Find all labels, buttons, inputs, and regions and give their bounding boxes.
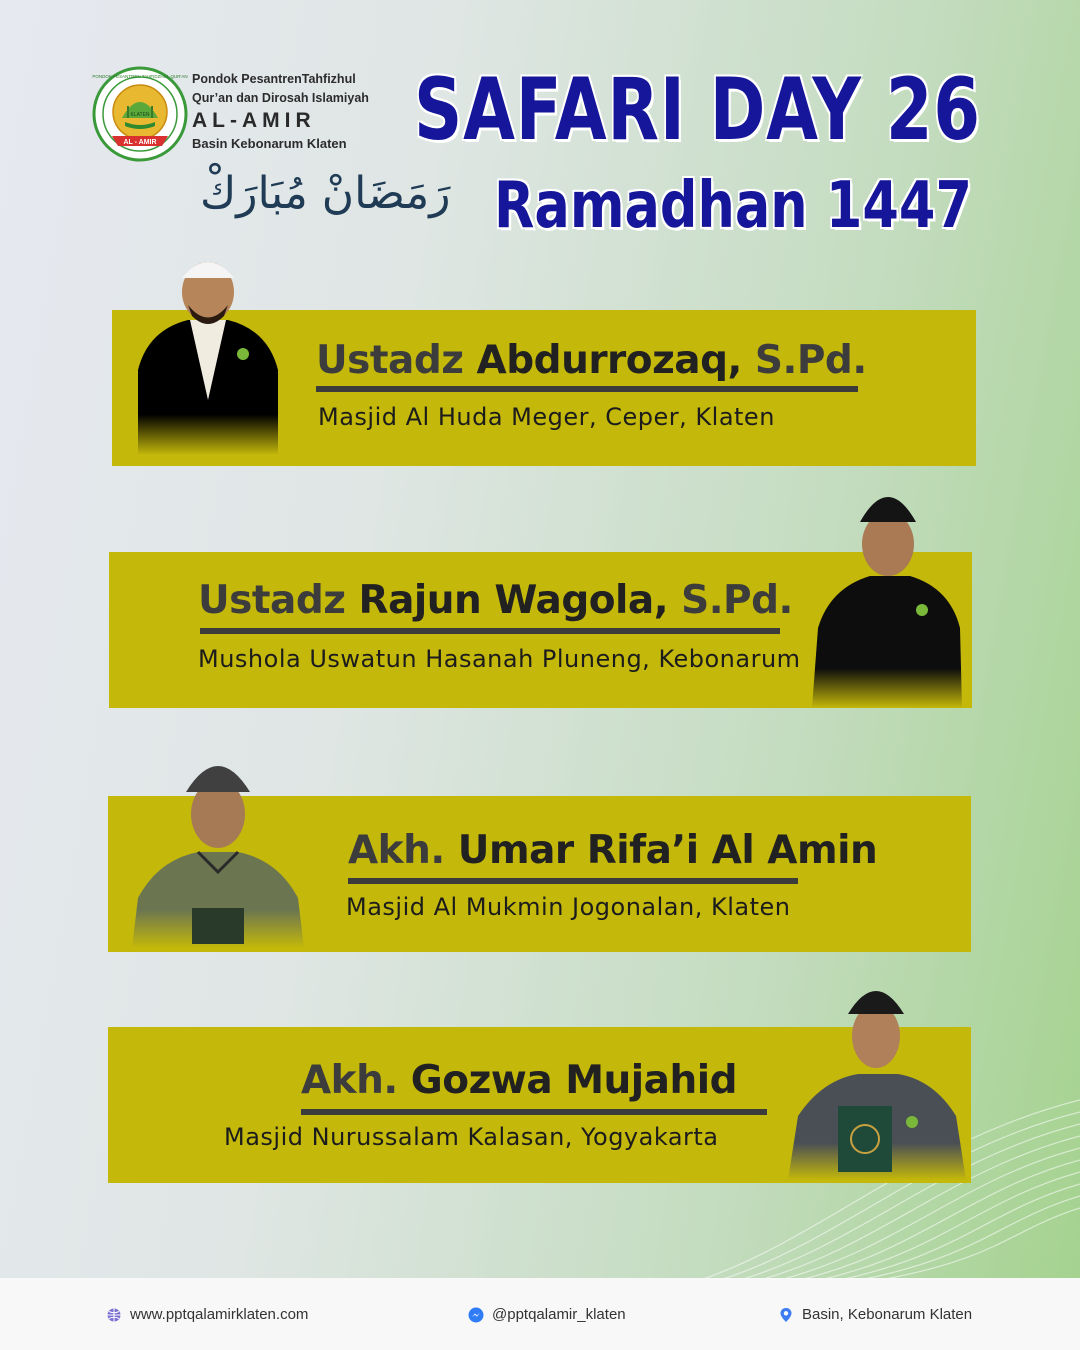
footer-address — [778, 1306, 972, 1323]
speaker-suffix: S.Pd. — [681, 578, 793, 623]
messenger-icon — [468, 1307, 484, 1323]
speaker-suffix: S.Pd. — [754, 338, 867, 383]
speaker-location-2: Mushola Uswatun Hasanah Pluneng, Kebonarum — [198, 645, 801, 673]
speaker-location-1: Masjid Al Huda Meger, Ceper, Klaten — [318, 403, 775, 431]
logo-ring-text: PONDOK PESANTREN TAHFIDZHUL QUR'AN — [92, 74, 188, 79]
page-title: SAFARI DAY 26 — [414, 60, 981, 160]
speaker-photo-4 — [782, 976, 972, 1180]
name-underline-1 — [316, 386, 858, 392]
footer-website[interactable] — [106, 1306, 308, 1323]
org-line-2: Qur’an dan Dirosah Islamiyah — [192, 91, 369, 105]
speaker-location-4: Masjid Nurussalam Kalasan, Yogyakarta — [224, 1123, 719, 1151]
al-amir-logo — [92, 66, 188, 162]
speaker-main-name: Umar Rifa’i Al Amin — [457, 828, 878, 873]
name-underline-2 — [200, 628, 780, 634]
speaker-prefix: Ustadz — [198, 578, 346, 623]
org-address: Basin Kebonarum Klaten — [192, 136, 347, 151]
speaker-main-name: Gozwa Mujahid — [410, 1058, 738, 1103]
speaker-photo-3 — [128, 748, 308, 948]
speaker-main-name: Rajun Wagola, — [358, 578, 669, 623]
speaker-prefix: Ustadz — [316, 338, 464, 383]
org-name: AL-AMIR — [192, 109, 316, 132]
logo-banner-text: AL - AMIR — [123, 139, 157, 146]
ramadan-mubarak-calligraphy: رَمَضَانْ مُبَارَكْ — [200, 168, 451, 219]
speaker-name-1 — [316, 338, 867, 384]
speaker-photo-2 — [800, 478, 970, 708]
logo-small-text: KLATEN — [130, 112, 150, 118]
location-pin-icon — [778, 1307, 794, 1323]
address-text: Basin, Kebonarum Klaten — [802, 1306, 973, 1323]
globe-icon — [106, 1307, 122, 1323]
org-line-1: Pondok PesantrenTahfizhul — [192, 72, 356, 86]
website-text: www.pptqalamirklaten.com — [130, 1306, 309, 1323]
speaker-name-3 — [348, 828, 877, 874]
speaker-prefix: Akh. — [348, 828, 445, 873]
speaker-photo-1 — [128, 250, 288, 455]
page-subtitle: Ramadhan 1447 — [494, 169, 972, 243]
speaker-location-3: Masjid Al Mukmin Jogonalan, Klaten — [346, 893, 791, 921]
org-block — [192, 70, 402, 154]
speaker-prefix: Akh. — [301, 1058, 398, 1103]
speaker-main-name: Abdurrozaq, — [476, 338, 742, 383]
social-handle-text: @pptqalamir_klaten — [492, 1306, 626, 1323]
name-underline-3 — [348, 878, 798, 884]
name-underline-4 — [301, 1109, 767, 1115]
speaker-name-2 — [198, 578, 793, 624]
footer-social[interactable] — [468, 1306, 626, 1323]
speaker-name-4 — [301, 1058, 737, 1104]
footer-bar — [0, 1278, 1080, 1350]
